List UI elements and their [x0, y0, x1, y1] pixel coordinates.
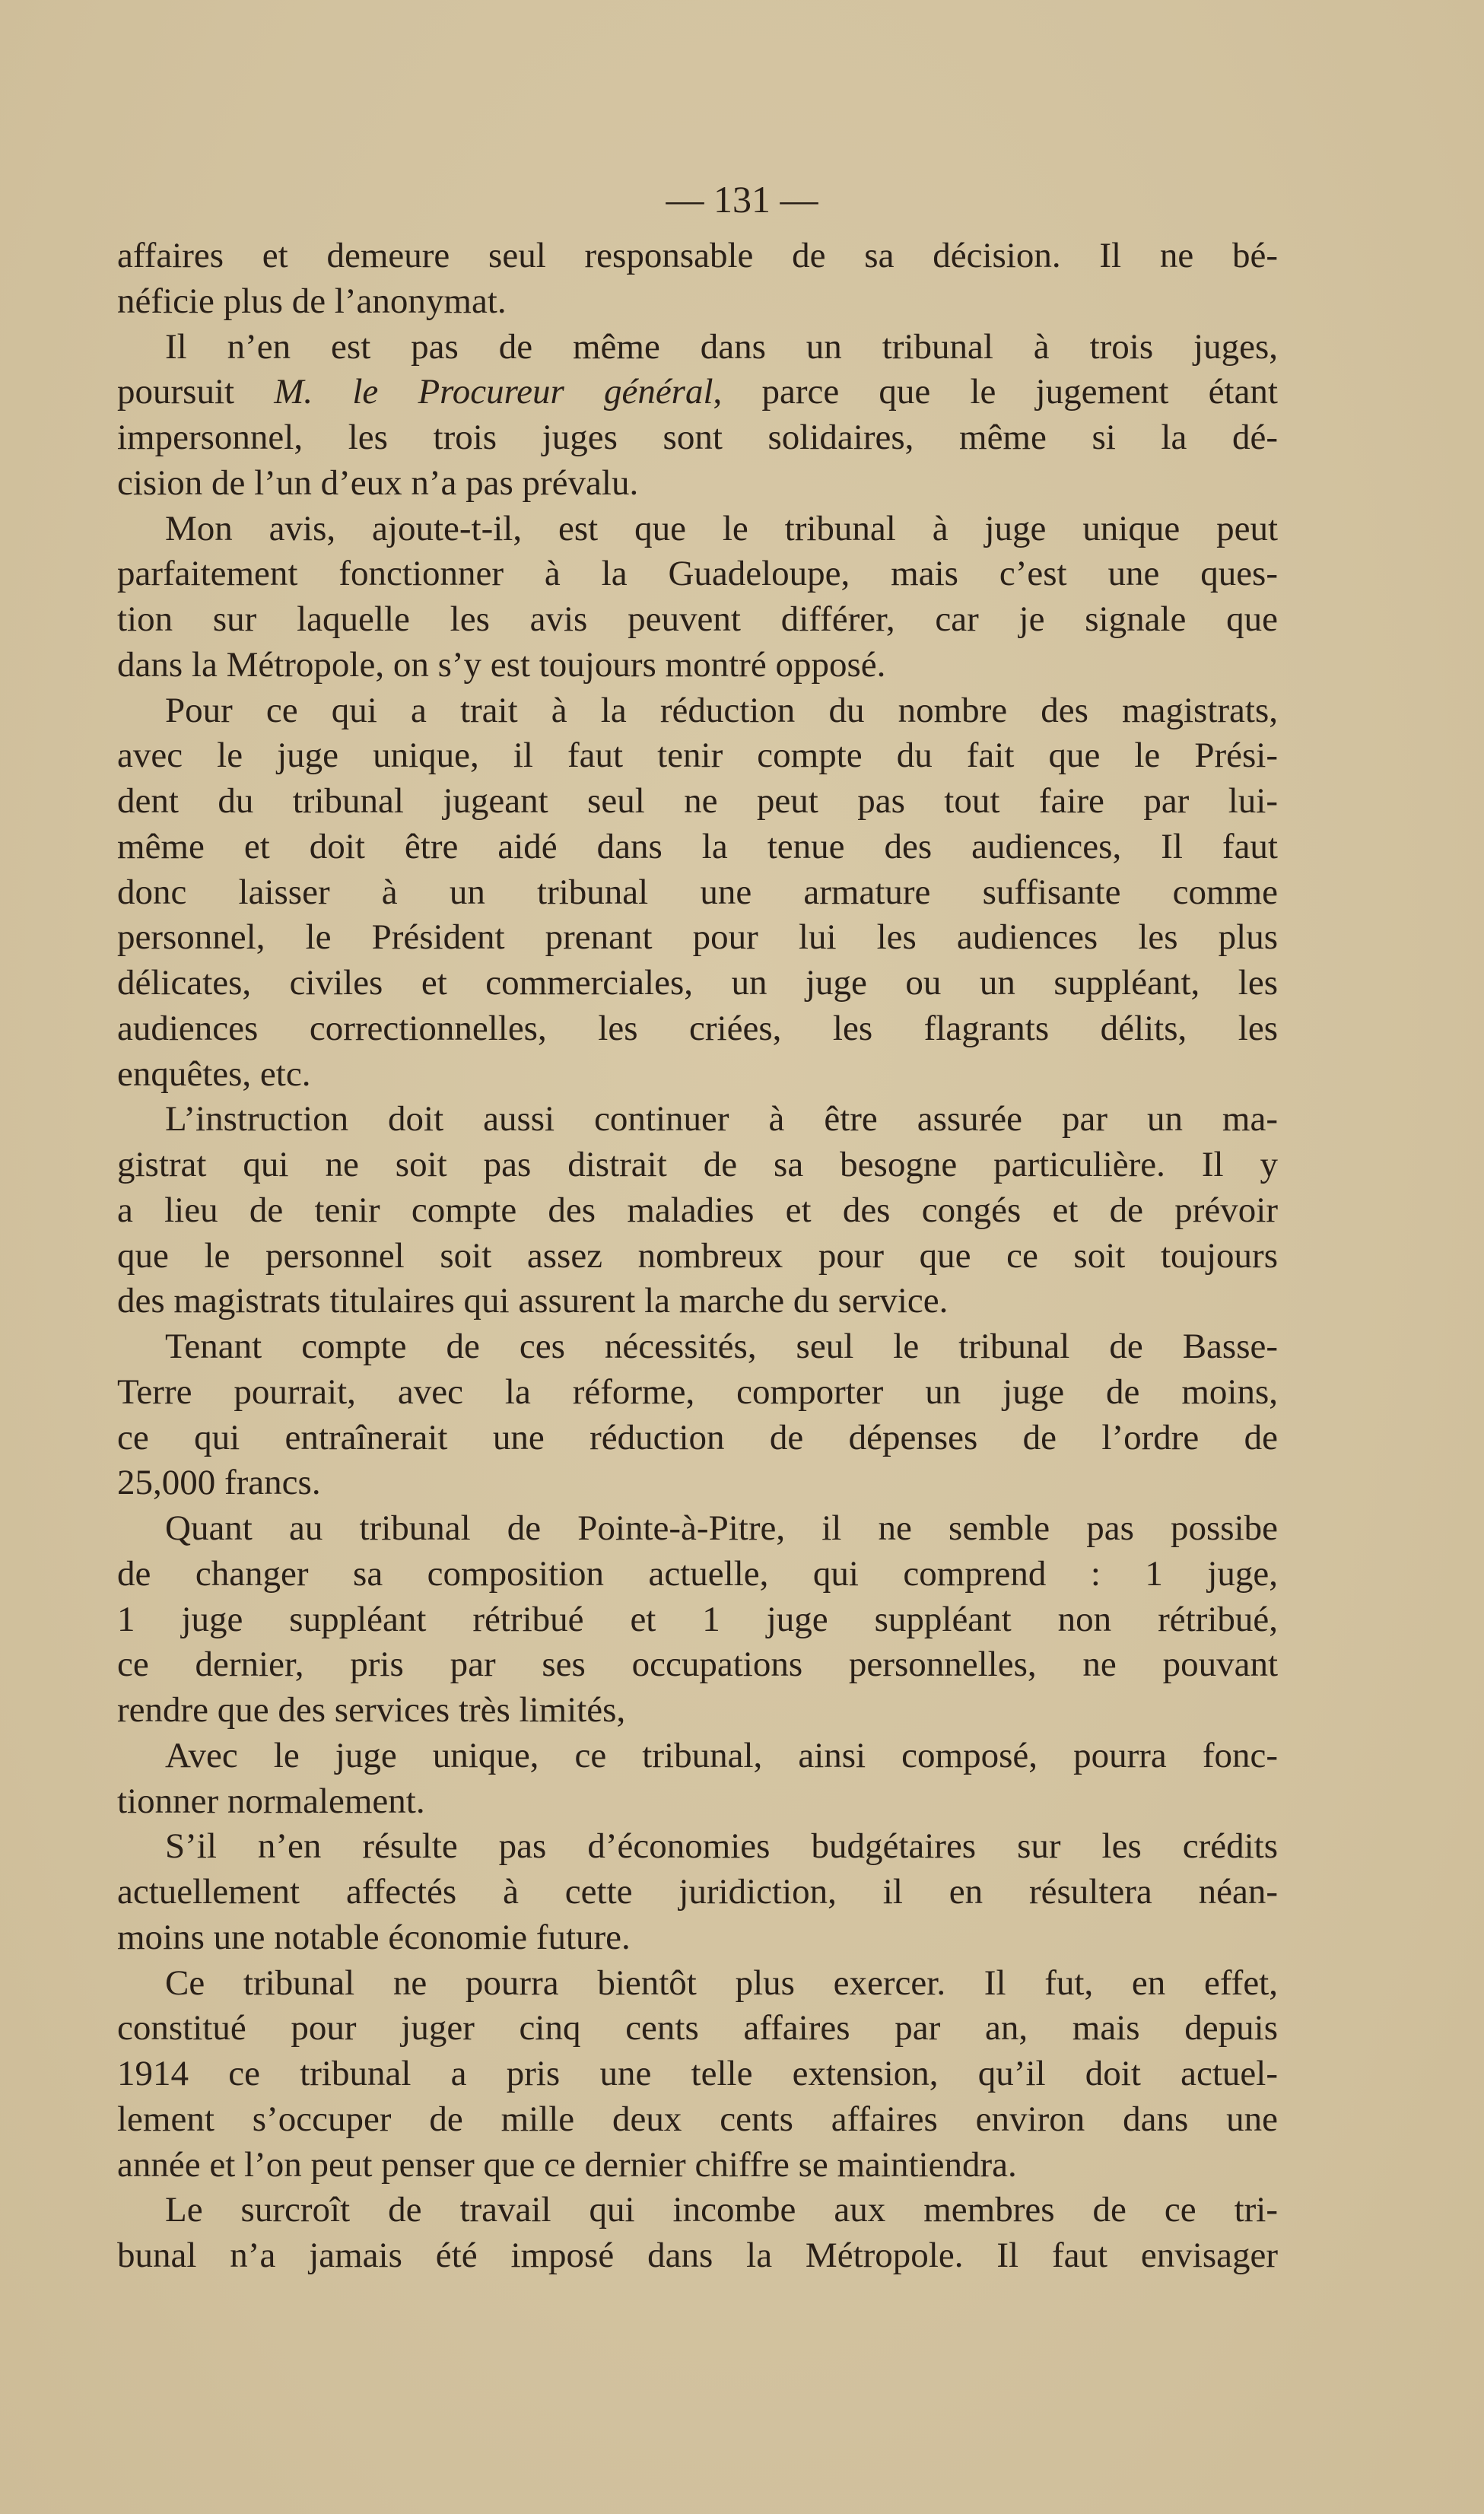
line-text: Il n’en est pas de même dans un tribunal à trois juges,: [165, 326, 1278, 367]
text-line: [117, 1870, 1278, 1915]
line-text: 1 juge suppléant rétribué et 1 juge suppléant non rétribué,: [117, 1599, 1278, 1639]
line-text-part: , parce que le jugement étant: [713, 372, 1278, 412]
text-line: [117, 551, 1278, 597]
line-text: dent du tribunal jugeant seul ne peut pas tout faire par lui-: [117, 781, 1278, 821]
text-line: [117, 2233, 1278, 2279]
text-line: [117, 1143, 1278, 1188]
text-line: [117, 415, 1278, 461]
text-line: [117, 1416, 1278, 1461]
paragraph: [117, 1506, 1278, 1734]
paragraph: [117, 234, 1278, 325]
line-text: année et l’on peut penser que ce dernier chiffre se maintiendra.: [117, 2144, 1017, 2185]
line-text: personnel, le Président prenant pour lui les audiences les plus: [117, 917, 1278, 958]
line-text: Avec le juge unique, ce tribunal, ainsi composé, pourra fonc-: [165, 1735, 1278, 1775]
text-line: [117, 1370, 1278, 1416]
line-text: de changer sa composition actuelle, qui comprend : 1 juge,: [117, 1553, 1278, 1594]
line-text: tion sur laquelle les avis peuvent différer, car je signale que: [117, 599, 1278, 639]
line-text: gistrat qui ne soit pas distrait de sa besogne particulière. Il y: [117, 1145, 1278, 1184]
paragraph: [117, 1324, 1278, 1506]
line-text: délicates, civiles et commerciales, un juge ou un suppléant, les: [117, 963, 1278, 1003]
text-line: [117, 870, 1278, 916]
paragraph: [117, 1097, 1278, 1324]
paragraph: [117, 507, 1278, 688]
line-text: Quant au tribunal de Pointe-à-Pitre, il ne semble pas possibe: [165, 1508, 1278, 1548]
paragraph: [117, 1961, 1278, 2188]
text-line: [117, 2006, 1278, 2052]
line-text: Tenant compte de ces nécessités, seul le tribunal de Basse-: [165, 1327, 1278, 1366]
italic-name: M. le Procureur général: [274, 372, 713, 412]
line-text: Pour ce qui a trait à la réduction du nombre des magistrats,: [165, 690, 1278, 730]
line-text: bunal n’a jamais été imposé dans la Métropole. Il faut envisager: [117, 2236, 1278, 2275]
text-line: [117, 2097, 1278, 2143]
text-line: [117, 1052, 1278, 1098]
paragraph: [117, 2188, 1278, 2279]
text-line: [117, 1824, 1278, 1870]
text-line: [117, 2052, 1278, 2097]
line-text: moins une notable économie future.: [117, 1917, 631, 1957]
line-text: impersonnel, les trois juges sont solidaires, même si la dé-: [117, 418, 1278, 457]
line-text: lement s’occuper de mille deux cents affaires environ dans une: [117, 2099, 1278, 2139]
line-text: dans la Métropole, on s’y est toujours montré opposé.: [117, 644, 886, 685]
line-text: donc laisser à un tribunal une armature suffisante comme: [117, 872, 1278, 912]
text-line: [117, 1642, 1278, 1688]
line-text: constitué pour juger cinq cents affaires par an, mais depuis: [117, 2008, 1278, 2048]
page-number: — 131 —: [666, 178, 818, 221]
line-text: néficie plus de l’anonymat.: [117, 281, 507, 321]
text-line: [117, 1506, 1278, 1552]
text-line: [117, 825, 1278, 870]
text-line: [117, 1915, 1278, 1961]
text-line: [117, 1234, 1278, 1279]
text-line: [117, 915, 1278, 961]
text-line: [117, 643, 1278, 688]
line-text-part: poursuit: [117, 372, 275, 412]
text-line: [117, 597, 1278, 643]
text-line: [117, 1961, 1278, 2007]
line-text: S’il n’en résulte pas d’économies budgétaires sur les crédits: [165, 1826, 1278, 1867]
line-text: actuellement affectés à cette juridiction, il en résultera néan-: [117, 1872, 1278, 1912]
text-line: [117, 1097, 1278, 1143]
line-text: rendre que des services très limités,: [117, 1690, 626, 1730]
line-text: cision de l’un d’eux n’a pas prévalu.: [117, 462, 639, 503]
text-line: [117, 1597, 1278, 1643]
text-line: [117, 779, 1278, 825]
line-text: enquêtes, etc.: [117, 1054, 311, 1094]
text-line: [117, 1279, 1278, 1324]
line-text: parfaitement fonctionner à la Guadeloupe, mais c’est une ques-: [117, 554, 1278, 594]
text-line: [117, 1552, 1278, 1597]
line-text: même et doit être aidé dans la tenue des audiences, Il faut: [117, 826, 1278, 866]
line-text: ce dernier, pris par ses occupations personnelles, ne pouvant: [117, 1645, 1278, 1685]
line-text: Ce tribunal ne pourra bientôt plus exercer. Il fut, en effet,: [165, 1963, 1278, 2003]
paragraph: [117, 688, 1278, 1098]
line-text: Terre pourrait, avec la réforme, comporter un juge de moins,: [117, 1371, 1278, 1412]
text-line: [117, 1779, 1278, 1825]
paragraph: [117, 1824, 1278, 1960]
text-line: [117, 1734, 1278, 1779]
text-line: [117, 1688, 1278, 1734]
body-text: [117, 234, 1278, 2279]
text-line: [117, 733, 1278, 779]
line-text: Le surcroît de travail qui incombe aux membres de ce tri-: [165, 2190, 1278, 2230]
text-line: [117, 1460, 1278, 1506]
line-text: a lieu de tenir compte des maladies et des congés et de prévoir: [117, 1190, 1278, 1230]
line-text: affaires et demeure seul responsable de sa décision. Il ne bé-: [117, 236, 1278, 275]
text-line: [117, 2188, 1278, 2233]
text-line: [117, 370, 1278, 415]
line-text: tionner normalement.: [117, 1781, 425, 1821]
line-text: 1914 ce tribunal a pris une telle extension, qu’il doit actuel-: [117, 2054, 1278, 2093]
paragraph: [117, 1734, 1278, 1825]
text-line: [117, 279, 1278, 325]
text-line: [117, 1006, 1278, 1052]
text-line: [117, 1324, 1278, 1370]
line-text: Mon avis, ajoute-t-il, est que le tribunal à juge unique peut: [165, 508, 1278, 548]
line-text: [117, 372, 1278, 412]
text-line: [117, 2143, 1278, 2188]
text-line: [117, 688, 1278, 734]
line-text: ce qui entraînerait une réduction de dépenses de l’ordre de: [117, 1417, 1278, 1457]
text-line: [117, 1188, 1278, 1234]
paragraph: [117, 325, 1278, 507]
line-text: audiences correctionnelles, les criées, les flagrants délits, les: [117, 1008, 1278, 1048]
text-line: [117, 461, 1278, 507]
line-text: des magistrats titulaires qui assurent la marche du service.: [117, 1281, 949, 1321]
line-text: L’instruction doit aussi continuer à être assurée par un ma-: [165, 1099, 1278, 1139]
text-line: [117, 507, 1278, 552]
text-line: [117, 961, 1278, 1006]
line-text: avec le juge unique, il faut tenir compte du fait que le Prési-: [117, 736, 1278, 776]
text-line: [117, 234, 1278, 279]
line-text: que le personnel soit assez nombreux pour que ce soit toujours: [117, 1235, 1278, 1276]
text-line: [117, 325, 1278, 370]
line-text: 25,000 francs.: [117, 1463, 321, 1503]
